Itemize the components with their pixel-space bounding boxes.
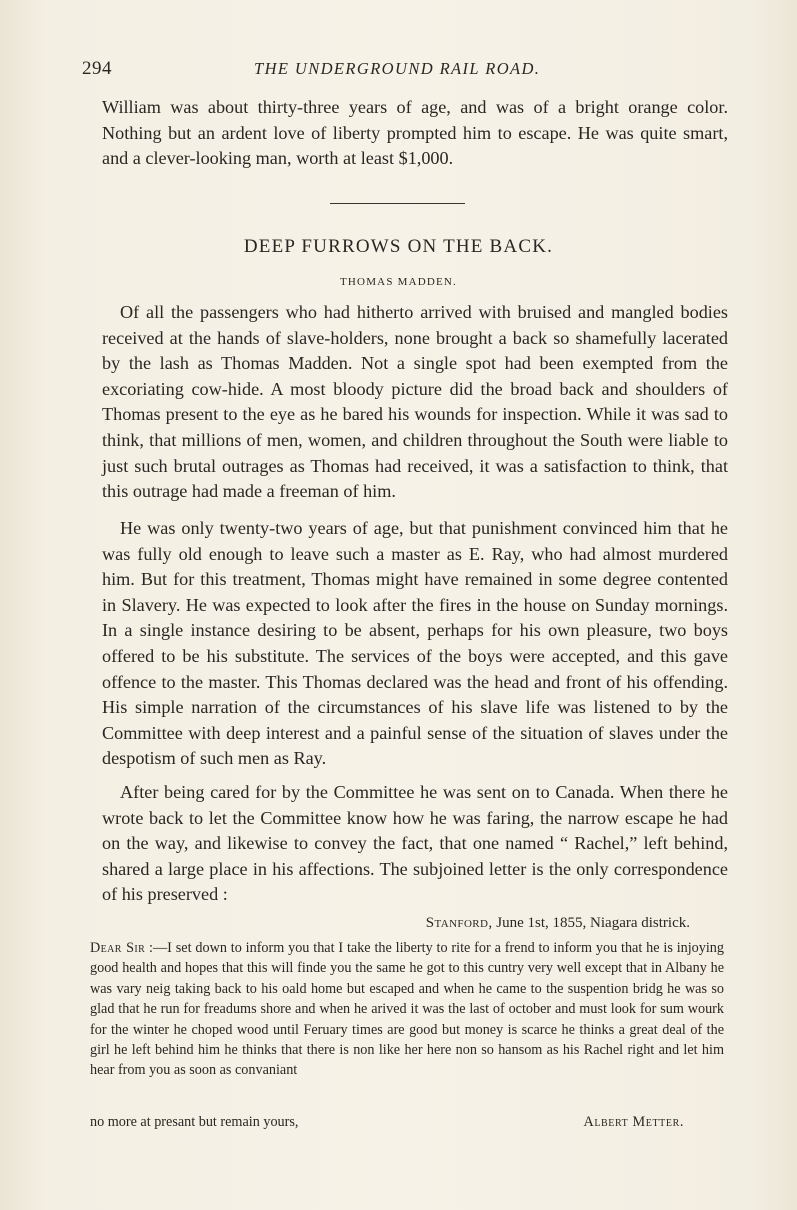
letter-closing: no more at presant but remain yours, [90,1114,299,1130]
section-title: DEEP FURROWS ON THE BACK. [243,236,554,257]
letter-signature: Albert Metter. [583,1114,684,1130]
letter-place: Stanford, [425,915,493,931]
paragraph-canada: After being cared for by the Committee he was sent on to Canada. When there he wrote back to let the Committee know how he was faring, the narrow escape he had on the way, and likewise to convey the fact, that one named “ Rachel,” left behind, shared a large place in his affections. The subjoined letter is the only correspondence of his preserved : [102,782,728,905]
letter-dateline [102,915,728,932]
letter-body [90,938,724,1081]
letter-text: :—I set down to inform you that I take the liberty to rite for a frend to inform you that he is injoying good health and hopes that this will finde you the same he got to this cuntry very well except that in Albany he was vary neig taking back to his oald home but escaped and when he came to the suspention bridg he was so glad that he run for freadums shore and when he arived it was the last of october and must look for sum wourk for the winter he choped wood until Feruary times are good but money is scarce he thinks a great deal of the girl he left behind him he thinks that there is non like her here non so hansom as his Rachel right and let him hear from you as soon as convaniant [90,940,724,1079]
paragraph-william: William was about thirty-three years of age, and was of a bright orange color. Nothing but an ardent love of liberty prompted him to escape. He was quite smart, and a clever-looking man, worth at least $1,000. [102,97,728,169]
paragraph-age: He was only twenty-two years of age, but that punishment convinced him that he was fully old enough to leave such a master as E. Ray, who had almost murdered him. But for this treatment, Thomas might have remained in some degree contented in Slavery. He was expected to look after the fires in the house on Sunday mornings. In a single instance desiring to be absent, perhaps for his own pleasure, two boys offered to be his substitute. The services of the boys were accepted, and this gave offence to the master. This Thomas declared was the head and front of his offending. His simple narration of the circumstances of his slave life was listened to by the Committee with deep interest and a painful sense of the situation of slaves under the despotism of such men as Ray. [102,518,728,769]
letter-closing-line [90,1114,690,1134]
paragraph-passengers: Of all the passengers who had hitherto arrived with bruised and mangled bodies received at the hands of slave-holders, none brought a back so shamefully lacerated by the lash as Thomas Madden. Not a single spot had been exempted from the excoriating cow-hide. A most bloody picture did the broad back and shoulders of Thomas present to the eye as he bared his wounds for inspection. While it was sad to think, that millions of men, women, and children throughout the South were liable to just such brutal outrages as Thomas had received, it was a satisfaction to think, that this outrage had made a freeman of him. [102,302,728,502]
running-head: THE UNDERGROUND RAIL ROAD. [254,59,541,78]
page-header [82,58,730,82]
page-number: 294 [82,58,112,79]
section-subtitle: THOMAS MADDEN. [339,276,458,288]
section-divider [330,203,465,204]
letter-date: June 1st, 1855, Niagara districk. [492,915,690,931]
letter-salutation: Dear Sir [90,940,146,956]
